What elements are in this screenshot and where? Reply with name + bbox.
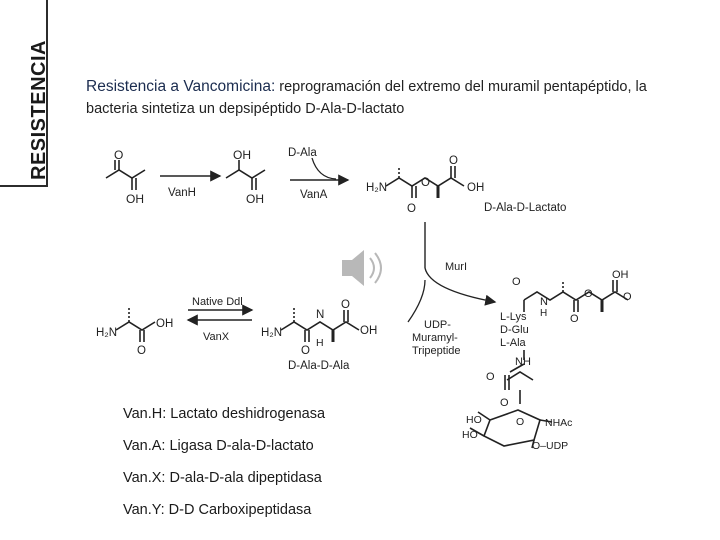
- enzyme-vany-item: Van.Y: D-D Carboxipeptidasa: [123, 502, 312, 518]
- enzyme-vana-item: Van.A: Ligasa D-ala-D-lactato: [123, 438, 314, 454]
- dala-dlactato-o-ester: O: [421, 177, 430, 189]
- dala-monomer-oh: OH: [156, 318, 174, 330]
- dala-reagent-label: D-Ala: [288, 147, 317, 159]
- sugar-oudp: O–UDP: [532, 440, 569, 452]
- dala-monomer-structure: [116, 308, 155, 342]
- peptide-oh-top: OH: [612, 269, 629, 281]
- udp-line-2: Muramyl-: [412, 332, 458, 344]
- sugar-ho-2: HO: [462, 429, 478, 441]
- native-ddl-label: Native Ddl: [192, 296, 243, 308]
- udp-line-3: Tripeptide: [412, 345, 461, 357]
- pyruvate-o-top: O: [114, 148, 124, 162]
- peptide-n: N: [540, 296, 548, 308]
- dala-dala-o-top: O: [341, 299, 350, 311]
- lactate-oh: OH: [246, 192, 264, 206]
- dala-dala-h: H: [316, 337, 324, 349]
- dala-feed-arc: [312, 158, 336, 179]
- udp-line-1: UDP-: [424, 319, 451, 331]
- peptide-o-bottom: O: [570, 313, 579, 325]
- lactyl-o: O: [486, 371, 495, 383]
- vanh-label: VanH: [168, 187, 196, 199]
- peptide-nh: NH: [515, 356, 531, 368]
- dala-dala-o-bottom: O: [301, 345, 310, 357]
- to-product-arrow: [425, 268, 495, 302]
- residue-lala: L-Ala: [500, 337, 526, 349]
- sidebar-title: RESISTENCIA: [28, 40, 50, 180]
- dala-dlactato-o-top: O: [449, 155, 458, 167]
- vanx-label: VanX: [203, 331, 230, 343]
- dala-dlactato-label: D-Ala-D-Lactato: [484, 202, 567, 214]
- enzyme-vanx-item: Van.X: D-ala-D-ala dipeptidasa: [123, 470, 322, 486]
- peptide-o-end: O: [623, 291, 632, 303]
- lactate-structure: [226, 160, 265, 190]
- dala-monomer-h2n: H₂N: [96, 327, 118, 339]
- sugar-nhac: NHAc: [545, 417, 573, 429]
- dala-monomer-o: O: [137, 345, 146, 357]
- peptide-o-top: O: [512, 276, 521, 288]
- enzyme-vanh-item: Van.H: Lactato deshidrogenasa: [123, 406, 326, 422]
- dala-dala-oh: OH: [360, 325, 378, 337]
- heading-description: reprogramación del extremo del muramil pentapéptido, la bacteria sintetiza un depsipéptido D-Ala-D-lactato: [86, 79, 647, 117]
- enzyme-list: [123, 404, 325, 532]
- residue-llys: L-Lys: [500, 311, 527, 323]
- dala-dlactato-oh: OH: [467, 182, 485, 194]
- murl-label: MurI: [445, 261, 467, 273]
- vana-label: VanA: [300, 189, 328, 201]
- sugar-ring-o: O: [516, 416, 525, 428]
- sugar-o-top: O: [500, 397, 509, 409]
- dala-dala-n: N: [316, 309, 325, 321]
- dala-dlactato-h2n: H₂N: [366, 182, 388, 194]
- lactate-oh-top: OH: [233, 148, 251, 162]
- dala-dala-h2n: H₂N: [261, 327, 283, 339]
- peptide-h: H: [540, 308, 548, 319]
- speaker-icon[interactable]: [342, 250, 381, 286]
- peptide-o-ester: O: [584, 288, 593, 300]
- residue-dglu: D-Glu: [500, 324, 529, 336]
- heading-lead: Resistencia a Vancomicina:: [86, 78, 276, 95]
- udp-feed-arc: [408, 280, 425, 322]
- dala-dlactato-o-bottom: O: [407, 203, 416, 215]
- pyruvate-oh: OH: [126, 192, 144, 206]
- dala-dala-label: D-Ala-D-Ala: [288, 360, 350, 372]
- pyruvate-structure: [106, 160, 145, 190]
- sugar-ho-1: HO: [466, 414, 482, 426]
